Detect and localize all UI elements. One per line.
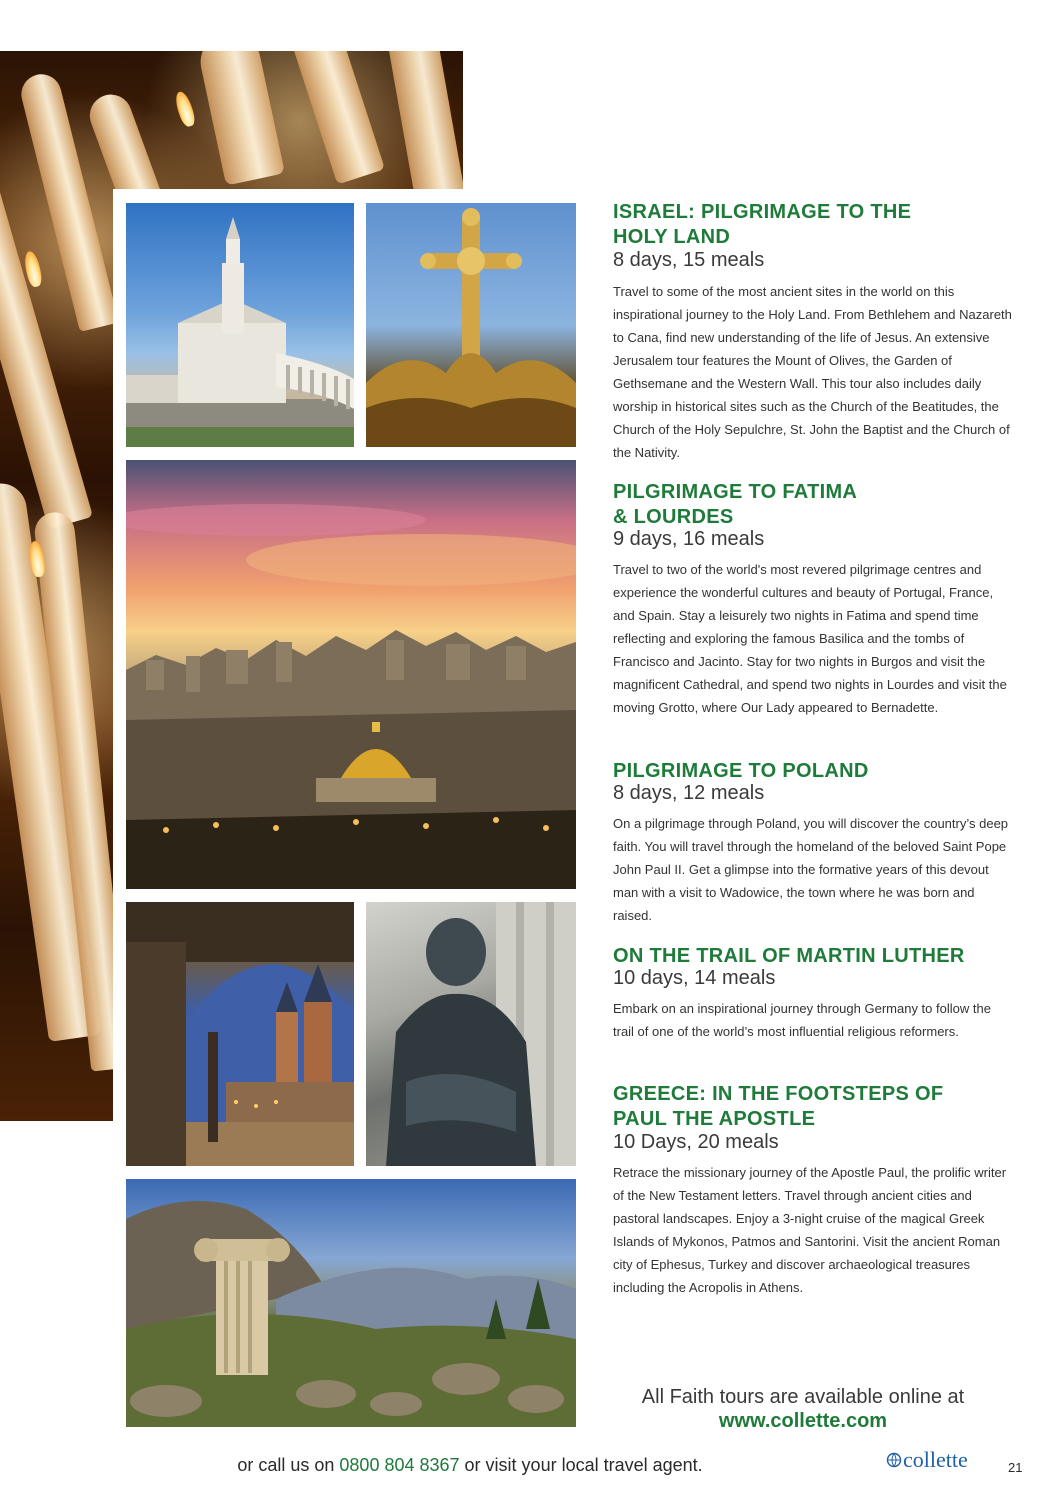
website-link[interactable]: www.collette.com	[718, 1410, 888, 1432]
tour-description: Travel to two of the world's most revered pilgrimage centres and experience the wonderful cultures and beauty of Portugal, France, and Spain. Stay a leisurely two nights in Fatima and spend time reflecting and exploring the famous Basilica and the tombs of Francisco and Jacinto. Stay for two nights in Burgos and visit the magnificent Cathedral, and spend two nights in Lourdes and visit the moving Grotto, where Our Lady appeared to Bernadette.	[613, 562, 1007, 715]
globe-icon	[886, 1452, 902, 1468]
martin-luther-statue-photo	[366, 902, 576, 1166]
tour-title-line2: HOLY LAND	[613, 226, 731, 248]
tour-duration: 8 days, 15 meals	[613, 249, 765, 271]
tour-title-line1: ISRAEL: PILGRIMAGE TO THE	[613, 201, 912, 223]
tour-description: Retrace the missionary journey of the Apostle Paul, the prolific writer of the New Testament letters. Travel through ancient cities and pastoral landscapes. Enjoy a 3-night cruise of the magical Greek Islands of Mykonos, Patmos and Santorini. Visit the ancient Roman city of Ephesus, Turkey and discover archaeological treasures including the Acropolis in Athens.	[613, 1165, 1007, 1295]
tour-duration: 10 Days, 20 meals	[613, 1131, 779, 1153]
tour-title-line1: PILGRIMAGE TO FATIMA	[613, 481, 858, 503]
fatima-basilica-photo	[126, 203, 354, 447]
collette-logo	[886, 1446, 968, 1474]
tour-duration: 10 days, 14 meals	[613, 967, 776, 989]
online-note-text: All Faith tours are available online at	[641, 1386, 965, 1408]
footer-suffix: or visit your local travel agent.	[464, 1455, 703, 1475]
footer-contact-line	[0, 1455, 940, 1476]
jerusalem-dome-of-the-rock-photo	[126, 460, 576, 889]
tour-title-line1: GREECE: IN THE FOOTSTEPS OF	[613, 1083, 944, 1105]
phone-number-link[interactable]: 0800 804 8367	[339, 1455, 460, 1475]
krakow-market-square-photo	[126, 902, 354, 1166]
tour-title-line2: PAUL THE APOSTLE	[613, 1108, 816, 1130]
delphi-ruins-photo	[126, 1179, 576, 1427]
tour-duration: 9 days, 16 meals	[613, 528, 765, 550]
tour-title-line1: PILGRIMAGE TO POLAND	[613, 760, 869, 782]
tour-title-greece	[613, 1082, 943, 1132]
tour-title-line1: ON THE TRAIL OF MARTIN LUTHER	[613, 945, 965, 967]
brand-wordmark: collette	[903, 1447, 968, 1472]
golden-cross-photo	[366, 203, 576, 447]
tour-description: On a pilgrimage through Poland, you will discover the country’s deep faith. You will travel through the homeland of the beloved Saint Pope John Paul II. Get a glimpse into the formative years of this devout man with a visit to Wadowice, the town where he was born and raised.	[613, 816, 1009, 923]
page-number: 21	[1008, 1460, 1023, 1475]
footer-prefix: or call us on	[237, 1455, 335, 1475]
tour-description: Travel to some of the most ancient sites in the world on this inspirational journey to the Holy Land. From Bethlehem and Nazareth to Cana, find new understanding of the life of Jesus. An extensive Jerusalem tour features the Mount of Olives, the Garden of Gethsemane and the Western Wall. This tour also includes daily worship in historical sites such as the Church of the Beatitudes, the Church of the Holy Sepulchre, St. John the Baptist and the Church of the Nativity.	[613, 284, 1012, 460]
tour-title-israel	[613, 200, 911, 250]
online-availability-note	[613, 1385, 993, 1433]
tour-title-fatima-lourdes	[613, 480, 857, 530]
tour-title-line2: & LOURDES	[613, 506, 734, 528]
tour-description: Embark on an inspirational journey through Germany to follow the trail of one of the world’s most influential religious reformers.	[613, 1001, 991, 1039]
tour-duration: 8 days, 12 meals	[613, 782, 765, 804]
